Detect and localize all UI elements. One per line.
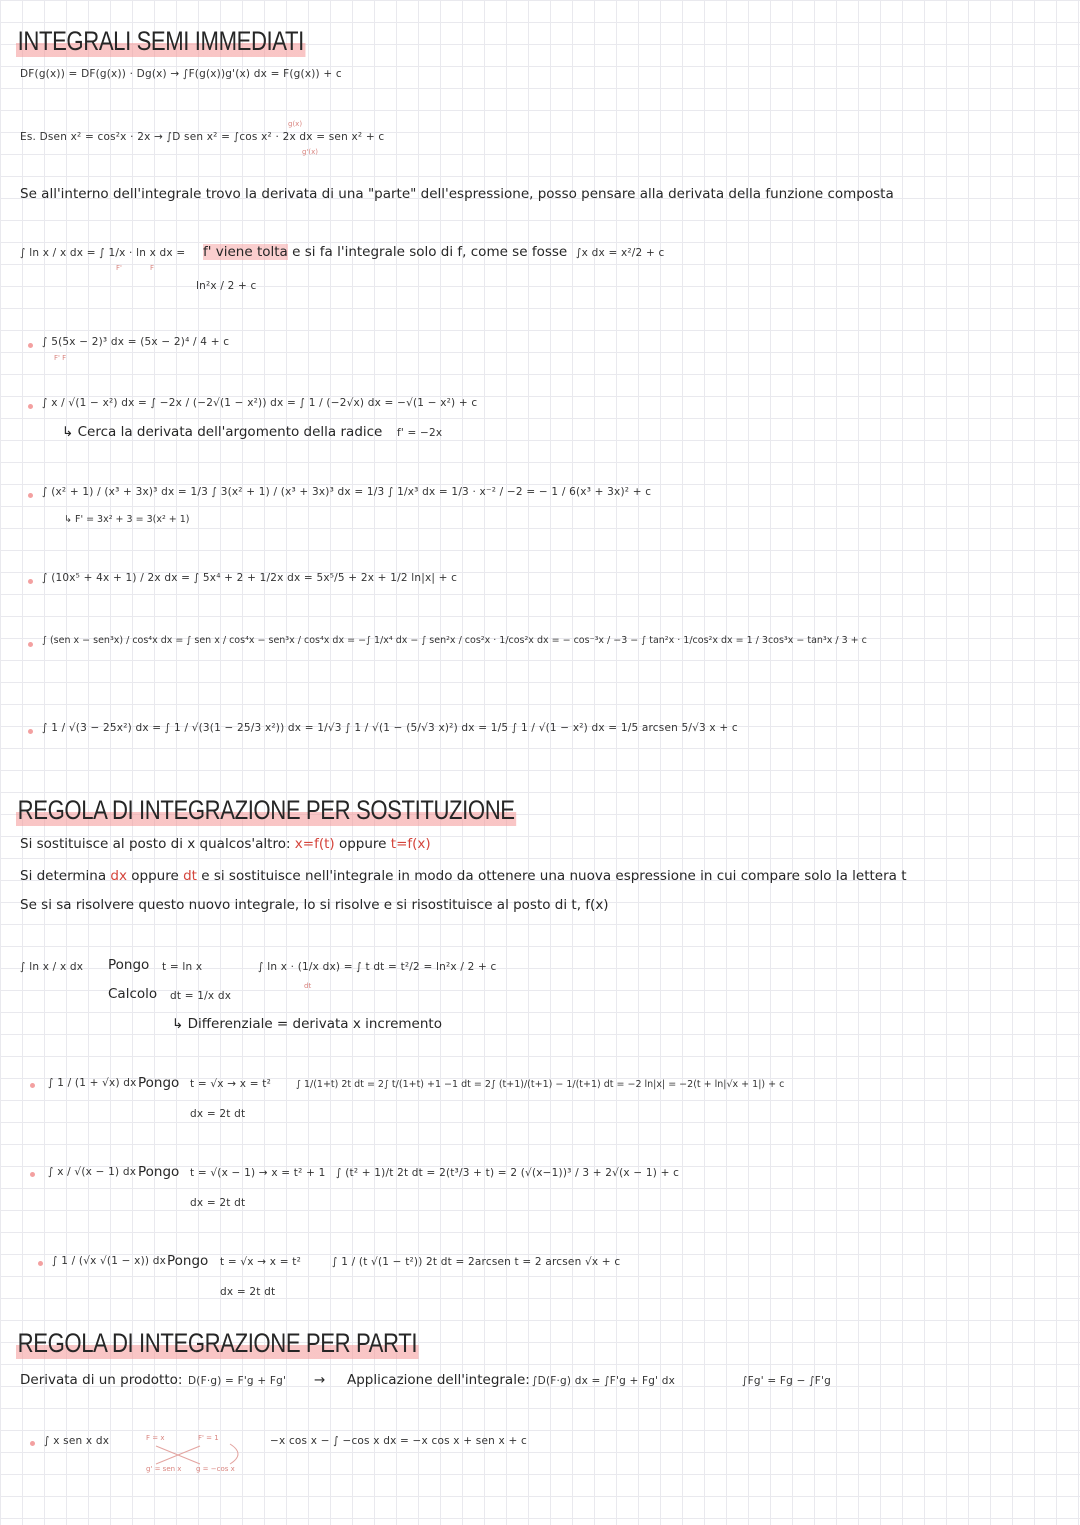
product-derivative-label: Derivata di un prodotto:	[20, 1372, 183, 1388]
derivative-note-text: F' = 3x² + 3 = 3(x² + 1)	[74, 514, 190, 525]
example-sen-cos: ∫ (sen x − sen³x) / cos⁴x dx = ∫ sen x / cos⁴x − sen³x / cos⁴x dx = −∫ 1/x⁴ dx − ∫ sen²x / cos²x · 1/cos²x dx = − cos⁻³x / −3 − ∫ tan²x · 1/cos²x dx = 1 / 3cos³x − tan³x / 3 + c	[42, 635, 867, 646]
section-title-sostituzione: REGOLA DI INTEGRAZIONE PER SOSTITUZIONE	[17, 795, 515, 825]
annotation-fprime: F'	[116, 264, 122, 272]
differenziale-note-text: Differenziale = derivata x incremento	[187, 1016, 442, 1032]
integral-application-formula: ∫D(F·g) dx = ∫F'g + Fg' dx	[532, 1375, 676, 1387]
subst-example-sqrt: ∫ 1 / (1 + √x) dx	[48, 1077, 137, 1089]
composite-derivative-formula: DF(g(x)) = DF(g(x)) · Dg(x) → ∫F(g(x))g'(x) dx = F(g(x)) + c	[20, 68, 342, 80]
subst-example-lnx: ∫ ln x / x dx	[20, 961, 84, 973]
substitution-oppure: oppure	[334, 836, 391, 852]
substitution-dt: dt	[183, 868, 197, 884]
subst-arcsen-substitution: t = √x → x = t²	[220, 1256, 301, 1268]
subst-arcsen-work: ∫ 1 / (t √(1 − t²)) 2t dt = 2arcsen t = 2 arcsen √x + c	[332, 1256, 621, 1268]
substitution-line-1	[20, 836, 431, 852]
bullet	[30, 1172, 35, 1177]
pongo-label: Pongo	[138, 1164, 180, 1180]
substitution-line-3: Se si sa risolvere questo nuovo integrale, lo si risolve e si risostituisce al posto di t, f(x)	[20, 897, 609, 913]
pongo-label: Pongo	[167, 1253, 209, 1269]
example-sen-x2: Es. Dsen x² = cos²x · 2x → ∫D sen x² = ∫cos x² · 2x dx = sen x² + c	[20, 131, 385, 143]
section-title-semi-immediati: INTEGRALI SEMI IMMEDIATI	[17, 26, 304, 56]
intro-explanation-rest: e si fa l'integrale solo di f, come se fosse	[287, 244, 568, 260]
intro-result: ln²x / 2 + c	[196, 280, 257, 292]
annotation-f: F	[150, 264, 155, 272]
parts-example-x-senx: ∫ x sen x dx	[44, 1435, 110, 1447]
parts-example-work: −x cos x − ∫ −cos x dx = −x cos x + sen x + c	[270, 1435, 527, 1447]
substitution-t-fx: t=f(x)	[390, 836, 431, 852]
annotation-g-minus-cosx: g = −cos x	[196, 1465, 235, 1473]
substitution-dx: dx	[110, 868, 127, 884]
intro-compare-integral: ∫x dx = x²/2 + c	[576, 247, 665, 259]
pongo-label: Pongo	[138, 1075, 180, 1091]
bullet	[28, 404, 33, 409]
annotation-fprime-f: F' F	[54, 354, 67, 362]
bullet	[28, 642, 33, 647]
subst-x-sqrt-work: ∫ (t² + 1)/t 2t dt = 2(t³/3 + t) = 2 (√(x−1))³ / 3 + 2√(x − 1) + c	[336, 1167, 680, 1179]
section-title-parti: REGOLA DI INTEGRAZIONE PER PARTI	[17, 1328, 418, 1358]
substitution-x-ft: x=f(t)	[294, 836, 335, 852]
radice-derivative: f' = −2x	[397, 427, 443, 439]
subst-lnx-dt: dt = 1/x dx	[170, 990, 232, 1002]
integral-application-label: Applicazione dell'integrale:	[347, 1372, 530, 1388]
subst-x-sqrt-substitution: t = √(x − 1) → x = t² + 1	[190, 1167, 326, 1179]
example-rational-cube: ∫ (x² + 1) / (x³ + 3x)³ dx = 1/3 ∫ 3(x² + 1) / (x³ + 3x)³ dx = 1/3 ∫ 1/x³ dx = 1/3 · x⁻² / −2 = − 1 / 6(x³ + 3x)² + c	[42, 486, 652, 498]
pongo-label: Pongo	[108, 957, 150, 973]
radice-note-text: Cerca la derivata dell'argomento della radice	[77, 424, 383, 440]
arrow: →	[314, 1372, 326, 1388]
bullet	[28, 493, 33, 498]
subst-lnx-substitution: t = ln x	[162, 961, 203, 973]
subst-sqrt-dx: dx = 2t dt	[190, 1108, 246, 1120]
example-x-over-sqrt: ∫ x / √(1 − x²) dx = ∫ −2x / (−2√(1 − x²)) dx = ∫ 1 / (−2√x) dx = −√(1 − x²) + c	[42, 397, 478, 409]
annotation-gprime-senx: g' = sen x	[146, 1465, 182, 1473]
substitution-line-2-rest: e si sostituisce nell'integrale in modo da ottenere una nuova espressione in cui compare solo la lettera t	[196, 868, 907, 884]
annotation-gx: g(x)	[288, 120, 303, 128]
annotation-Fprime-1: F' = 1	[198, 1434, 219, 1442]
substitution-line-2	[20, 868, 907, 884]
annotation-F-x: F = x	[146, 1434, 165, 1442]
substitution-line-2-a: Si determina	[20, 868, 111, 884]
example-5-5x-2: ∫ 5(5x − 2)³ dx = (5x − 2)⁴ / 4 + c	[42, 336, 230, 348]
example-rational-cube-note: ↳ F' = 3x² + 3 = 3(x² + 1)	[64, 514, 190, 525]
intro-explanation	[203, 244, 567, 260]
substitution-line-1-a: Si sostituisce al posto di x qualcos'altro:	[20, 836, 295, 852]
annotation-gpx: g'(x)	[302, 148, 318, 156]
parts-pairing-diagram	[150, 1442, 250, 1468]
example-polynomial-over-2x: ∫ (10x⁵ + 4x + 1) / 2x dx = ∫ 5x⁴ + 2 + 1/2x dx = 5x⁵/5 + 2x + 1/2 ln|x| + c	[42, 572, 458, 584]
pairing-arc	[230, 1444, 238, 1464]
composite-function-description: Se all'interno dell'integrale trovo la derivata di una "parte" dell'espressione, posso pensare alla derivata della funzione composta	[20, 186, 894, 202]
subst-x-sqrt-dx: dx = 2t dt	[190, 1197, 246, 1209]
bullet	[28, 343, 33, 348]
product-derivative-formula: D(F·g) = F'g + Fg'	[188, 1375, 287, 1387]
bullet	[30, 1083, 35, 1088]
subst-example-x-sqrt: ∫ x / √(x − 1) dx	[48, 1166, 137, 1178]
intro-integral-lnx-over-x: ∫ ln x / x dx = ∫ 1/x · ln x dx =	[20, 247, 186, 259]
example-arcsen: ∫ 1 / √(3 − 25x²) dx = ∫ 1 / √(3(1 − 25/3 x²)) dx = 1/√3 ∫ 1 / √(1 − (5/√3 x)²) dx = 1/5 ∫ 1 / √(1 − x²) dx = 1/5 arcsen 5/√3 x + c	[42, 722, 738, 734]
bullet	[38, 1261, 43, 1266]
subst-arcsen-dx: dx = 2t dt	[220, 1286, 276, 1298]
subst-sqrt-substitution: t = √x → x = t²	[190, 1078, 271, 1090]
subst-lnx-work: ∫ ln x · (1/x dx) = ∫ t dt = t²/2 = ln²x / 2 + c	[258, 961, 497, 973]
substitution-line-2-oppure: oppure	[126, 868, 184, 884]
bullet	[28, 579, 33, 584]
subst-sqrt-work: ∫ 1/(1+t) 2t dt = 2∫ t/(1+t) +1 −1 dt = 2∫ (t+1)/(t+1) − 1/(t+1) dt = −2 ln|x| = −2(t + ln|√x + 1|) + c	[296, 1079, 785, 1090]
annotation-dt: dt	[304, 982, 312, 990]
bullet	[28, 729, 33, 734]
differenziale-note: ↳ Differenziale = derivata x incremento	[172, 1016, 442, 1032]
calcolo-label: Calcolo	[108, 986, 158, 1002]
integration-by-parts-rule: ∫Fg' = Fg − ∫F'g	[742, 1375, 831, 1387]
highlight-f-prime-removed: f' viene tolta	[203, 244, 288, 260]
subst-example-arcsen: ∫ 1 / (√x √(1 − x)) dx	[52, 1255, 167, 1267]
bullet	[30, 1441, 35, 1446]
example-x-over-sqrt-note: ↳ Cerca la derivata dell'argomento della radice	[62, 424, 383, 440]
